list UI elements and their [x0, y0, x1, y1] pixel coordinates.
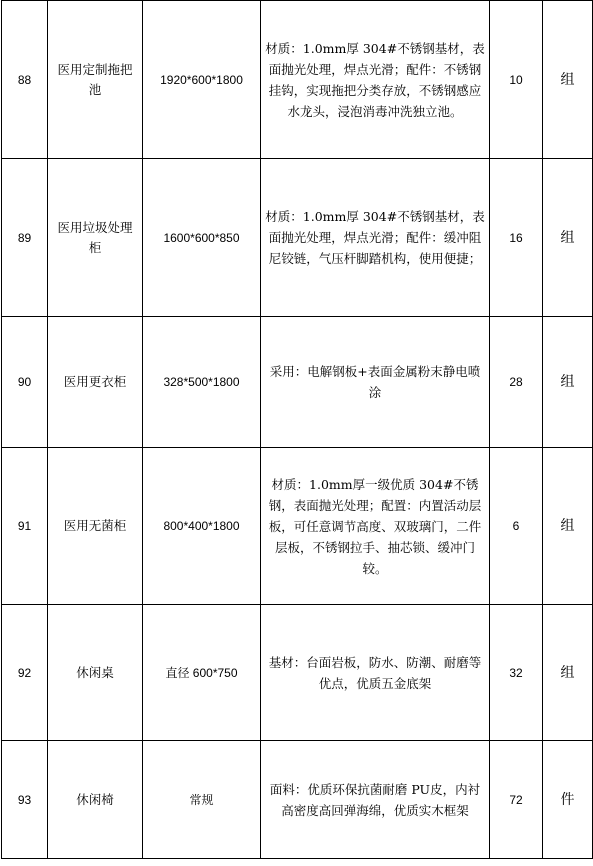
row-number: 90: [2, 317, 48, 448]
row-number: 88: [2, 1, 48, 159]
product-name: 医用垃圾处理柜: [48, 159, 143, 317]
table-row: [2, 448, 593, 605]
product-size: 1920*600*1800: [143, 1, 261, 159]
product-size: 800*400*1800: [143, 448, 261, 605]
row-number: 91: [2, 448, 48, 605]
product-quantity: 10: [490, 1, 543, 159]
product-spec: 基材：台面岩板，防水、防潮、耐磨等优点，优质五金底架: [261, 605, 490, 741]
product-spec: 材质：1.0mm厚一级优质 304#不锈钢，表面抛光处理；配置：内置活动层板，可任意调节高度、双玻璃门，二件层板，不锈钢拉手、抽芯锁、缓冲门较。: [261, 448, 490, 605]
product-spec: 材质：1.0mm厚 304#不锈钢基材，表面抛光处理，焊点光滑；配件：缓冲阻尼铰链，气压杆脚踏机构，使用便捷；: [261, 159, 490, 317]
product-quantity: 72: [490, 741, 543, 859]
product-unit: 组: [543, 159, 593, 317]
row-number: 92: [2, 605, 48, 741]
product-unit: 件: [543, 741, 593, 859]
row-number: 93: [2, 741, 48, 859]
product-unit: 组: [543, 1, 593, 159]
product-name: 医用更衣柜: [48, 317, 143, 448]
product-spec-table: [1, 0, 593, 859]
product-name: 医用定制拖把池: [48, 1, 143, 159]
product-unit: 组: [543, 448, 593, 605]
product-name: 休闲椅: [48, 741, 143, 859]
product-unit: 组: [543, 605, 593, 741]
product-size: 常规: [143, 741, 261, 859]
product-quantity: 6: [490, 448, 543, 605]
product-name: 医用无菌柜: [48, 448, 143, 605]
product-quantity: 28: [490, 317, 543, 448]
product-quantity: 32: [490, 605, 543, 741]
product-unit: 组: [543, 317, 593, 448]
product-spec: 面料：优质环保抗菌耐磨 PU皮，内衬高密度高回弹海绵，优质实木框架: [261, 741, 490, 859]
product-size: 328*500*1800: [143, 317, 261, 448]
table-row: [2, 159, 593, 317]
product-name: 休闲桌: [48, 605, 143, 741]
table-row: [2, 317, 593, 448]
table-row: [2, 1, 593, 159]
table-row: [2, 741, 593, 859]
product-spec: 采用：电解钢板+表面金属粉末静电喷涂: [261, 317, 490, 448]
product-size: 直径 600*750: [143, 605, 261, 741]
row-number: 89: [2, 159, 48, 317]
product-quantity: 16: [490, 159, 543, 317]
product-spec: 材质：1.0mm厚 304#不锈钢基材，表面抛光处理，焊点光滑；配件：不锈钢挂钩，实现拖把分类存放，不锈钢感应水龙头，浸泡消毒冲洗独立池。: [261, 1, 490, 159]
table-row: [2, 605, 593, 741]
product-size: 1600*600*850: [143, 159, 261, 317]
